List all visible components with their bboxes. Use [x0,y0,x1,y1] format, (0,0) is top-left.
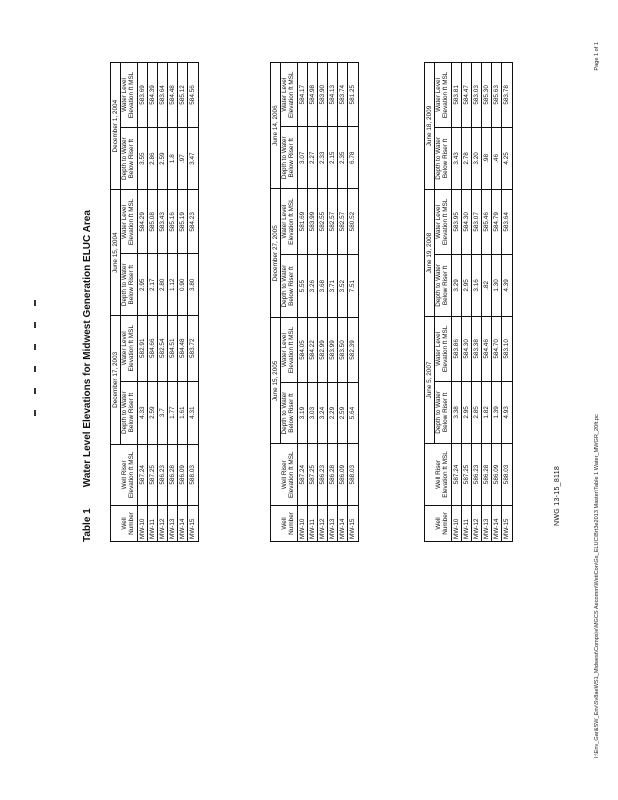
depth-to-water-cell: 7.51 [348,254,358,317]
table-row [178,63,188,542]
depth-to-water-cell: .82 [482,254,492,316]
water-level-cell: 582.55 [317,189,327,255]
table-header-row [111,63,121,542]
well-number-cell: MW-10 [451,505,461,541]
water-level-cell: 583.64 [502,190,512,255]
table-row [147,63,157,542]
well-number-cell: MW-13 [328,505,338,541]
depth-to-water-cell: 3.7 [157,381,167,444]
depth-to-water-cell: 3.19 [297,382,307,444]
water-level-cell: 584.98 [307,63,317,127]
depth-to-water-cell: 3.52 [338,254,348,317]
depth-header: Depth to Water Below Riser ft [281,254,297,317]
table-body [297,63,358,542]
depth-to-water-cell: 2.59 [338,382,348,444]
depth-to-water-cell: 5.55 [297,254,307,317]
water-level-cell: 582.54 [157,315,167,381]
depth-to-water-cell: 5.64 [348,382,358,444]
well-number-cell: MW-12 [471,505,481,541]
depth-to-water-cell: 6.78 [348,127,358,189]
period-header: December 27, 2005 [271,189,281,318]
water-level-cell: 583.69 [137,63,147,128]
period-header: June 15, 2005 [271,318,281,444]
well-number-cell: MW-14 [178,505,188,541]
scan-speck [34,344,36,350]
water-level-header: Water Level Elevation ft MSL [281,63,297,127]
period-header: June 19, 2008 [425,190,435,317]
riser-elevation-cell: 587.24 [297,444,307,505]
water-level-cell: 582.91 [137,315,147,381]
well-number-cell: MW-10 [297,505,307,541]
riser-elevation-cell: 587.24 [137,444,147,505]
table-row [461,63,471,542]
riser-elevation-cell: 588.03 [188,444,198,505]
riser-elevation-cell: 586.23 [471,443,481,505]
scan-speck [34,300,36,306]
period-header: December 1, 2004 [111,63,121,190]
well-number-cell: MW-15 [502,505,512,541]
well-number-cell: MW-12 [317,505,327,541]
table-row [317,63,327,542]
depth-to-water-cell: 0.90 [178,254,188,316]
water-level-cell: 582.99 [317,318,327,382]
depth-to-water-cell: 1.30 [492,254,502,316]
water-level-cell: 583.43 [157,190,167,254]
depth-to-water-cell: 1.61 [178,381,188,444]
water-level-cell: 584.29 [137,190,147,254]
water-level-cell: 584.46 [482,317,492,382]
water-level-cell: 584.17 [297,63,307,127]
water-level-cell: 585.16 [168,190,178,254]
water-level-cell: 584.30 [461,190,471,255]
water-level-header: Water Level Elevation ft MSL [281,189,297,255]
depth-to-water-cell: 4.31 [188,381,198,444]
water-level-header: Water Level Elevation ft MSL [121,315,137,381]
water-level-cell: 584.70 [492,317,502,382]
depth-to-water-cell: 3.24 [317,382,327,444]
depth-to-water-cell: 2.86 [147,127,157,189]
depth-to-water-cell: 2.95 [461,254,471,316]
table-row [338,63,348,542]
period-header: June 18, 2009 [425,63,435,190]
riser-elevation-cell: 586.23 [317,444,327,505]
water-level-cell: 583.81 [451,63,461,128]
depth-to-water-cell: 2.80 [157,254,167,316]
scan-specks [34,300,36,420]
water-level-cell: 583.03 [471,63,481,128]
water-level-cell: 581.69 [297,189,307,255]
period-header: June 15, 2004 [111,190,121,316]
water-level-table-1 [110,62,199,542]
depth-to-water-cell: 3.68 [317,254,327,317]
water-level-header: Water Level Elevation ft MSL [435,317,451,382]
table-row [137,63,147,542]
water-level-cell: 584.22 [307,318,317,382]
rotated-footer [586,38,616,758]
table-title-text: Water Level Elevations for Midwest Generation ELUC Area [82,210,93,488]
period-header: June 5, 2007 [425,317,435,444]
water-level-header: Water Level Elevation ft MSL [435,190,451,255]
depth-to-water-cell: 3.55 [137,127,147,189]
depth-header: Depth to Water Below Riser ft [281,127,297,189]
water-level-cell: 583.99 [307,189,317,255]
water-level-cell: 584.56 [188,63,198,128]
depth-to-water-cell: 1.77 [168,381,178,444]
table-body [137,63,198,542]
water-level-cell: 583.99 [328,318,338,382]
riser-elevation-cell: 586.09 [178,444,188,505]
well-number-cell: MW-11 [307,505,317,541]
depth-to-water-cell: 3.26 [307,254,317,317]
water-level-cell: 584.48 [168,63,178,128]
depth-to-water-cell: 3.03 [307,382,317,444]
water-level-cell: 585.19 [178,190,188,254]
riser-elevation-cell: 587.24 [451,443,461,505]
depth-to-water-cell: 3.29 [451,254,461,316]
depth-to-water-cell: 2.27 [307,127,317,189]
water-level-cell: 584.79 [492,190,502,255]
water-level-cell: 585.46 [482,190,492,255]
depth-to-water-cell: 3.16 [471,254,481,316]
depth-header: Depth to Water Below Riser ft [281,382,297,444]
depth-to-water-cell: .46 [492,127,502,189]
well-number-cell: MW-14 [338,505,348,541]
depth-to-water-cell: 2.59 [157,127,167,189]
table-row [492,63,502,542]
well-riser-header: Well Riser Elevation ft MSL [111,444,138,505]
depth-header: Depth to Water Below Riser ft [121,127,137,189]
water-level-cell: 580.52 [348,189,358,255]
riser-elevation-cell: 586.09 [338,444,348,505]
water-level-cell: 583.64 [157,63,167,128]
riser-elevation-cell: 587.25 [147,444,157,505]
depth-to-water-cell: 4.93 [502,381,512,443]
depth-to-water-cell: .97 [178,127,188,189]
table-row [168,63,178,542]
water-level-cell: 583.86 [451,317,461,382]
table-row [482,63,492,542]
scan-speck [34,322,36,328]
depth-to-water-cell: 4.25 [502,127,512,189]
water-level-header: Water Level Elevation ft MSL [121,63,137,128]
well-number-cell: MW-15 [348,505,358,541]
depth-header: Depth to Water Below Riser ft [435,254,451,316]
table-row [307,63,317,542]
water-level-cell: 582.57 [328,189,338,255]
riser-elevation-cell: 586.28 [482,443,492,505]
depth-to-water-cell: 2.59 [147,381,157,444]
water-level-cell: 584.66 [147,315,157,381]
water-level-table-2 [270,62,359,542]
water-level-cell: 583.74 [338,63,348,127]
water-level-cell: 584.05 [297,318,307,382]
depth-to-water-cell: 2.95 [137,254,147,316]
table-row [188,63,198,542]
well-number-cell: MW-11 [147,505,157,541]
table-row [502,63,512,542]
riser-elevation-cell: 587.25 [307,444,317,505]
water-level-cell: 583.72 [188,315,198,381]
depth-header: Depth to Water Below Riser ft [121,254,137,316]
depth-to-water-cell: 2.78 [461,127,471,189]
depth-to-water-cell: 1.82 [482,381,492,443]
depth-to-water-cell: 3.07 [297,127,307,189]
depth-to-water-cell: 2.85 [471,381,481,443]
table-row [451,63,461,542]
well-number-cell: MW-10 [137,505,147,541]
riser-elevation-cell: 586.23 [157,444,167,505]
depth-to-water-cell: 2.29 [328,382,338,444]
depth-to-water-cell: 2.17 [147,254,157,316]
riser-elevation-cell: 586.28 [328,444,338,505]
table-title [82,210,93,542]
water-level-cell: 581.25 [348,63,358,127]
depth-to-water-cell: 1.8 [168,127,178,189]
page-number: Page 1 of 1 [594,42,600,71]
water-level-cell: 584.51 [168,315,178,381]
water-level-cell: 583.78 [502,63,512,128]
depth-to-water-cell: 3.71 [328,254,338,317]
depth-to-water-cell: 3.80 [188,254,198,316]
depth-to-water-cell: 2.33 [317,127,327,189]
water-level-cell: 585.30 [482,63,492,128]
depth-to-water-cell: 1.12 [168,254,178,316]
table-header-row [271,63,281,542]
water-level-cell: 582.39 [348,318,358,382]
depth-header: Depth to Water Below Riser ft [435,381,451,443]
depth-to-water-cell: 2.35 [338,127,348,189]
water-level-cell: 583.50 [338,318,348,382]
water-level-cell: 584.39 [147,63,157,128]
scan-speck [34,410,36,416]
water-level-cell: 583.95 [451,190,461,255]
depth-to-water-cell: 1.39 [492,381,502,443]
water-level-cell: 585.12 [178,63,188,128]
well-number-cell: MW-11 [461,505,471,541]
table-header-row [425,63,435,542]
file-path: I:\Env_Gar&SW_Env\Sv8aeWS1_Midwest\Comps\e\MGCS Aecomm\WetiCon\Gs_ELUC\Brt3e2013 Master\Table 1 Water_MWGR_20ft.pc [594,414,600,758]
water-level-cell: 584.30 [461,317,471,382]
water-level-header: Water Level Elevation ft MSL [281,318,297,382]
table-label: Table 1 [82,508,93,542]
rotated-page-content [80,0,570,542]
water-level-cell: 582.57 [338,189,348,255]
depth-to-water-cell: 2.95 [461,381,471,443]
well-riser-header: Well Riser Elevation ft MSL [271,444,298,505]
riser-elevation-cell: 588.03 [502,443,512,505]
depth-to-water-cell: 4.39 [502,254,512,316]
depth-to-water-cell: 3.47 [188,127,198,189]
water-level-cell: 584.48 [178,315,188,381]
period-header: December 17, 2003 [111,315,121,444]
scan-speck [34,388,36,394]
depth-to-water-cell: 4.33 [137,381,147,444]
depth-to-water-cell: 3.38 [451,381,461,443]
water-level-cell: 584.13 [328,63,338,127]
table-row [348,63,358,542]
depth-to-water-cell: .98 [482,127,492,189]
table-row [157,63,167,542]
document-code: NWG 13-15_8118 [554,465,561,526]
depth-to-water-cell: 3.20 [471,127,481,189]
well-number-header: Well Number [425,505,452,541]
period-header: June 14, 2006 [271,63,281,189]
water-level-header: Water Level Elevation ft MSL [121,190,137,254]
well-number-cell: MW-12 [157,505,167,541]
table-body [451,63,512,542]
well-number-cell: MW-13 [168,505,178,541]
riser-elevation-cell: 586.28 [168,444,178,505]
well-riser-header: Well Riser Elevation ft MSL [425,443,452,505]
well-number-cell: MW-14 [492,505,502,541]
well-number-cell: MW-13 [482,505,492,541]
water-level-cell: 583.10 [502,317,512,382]
depth-to-water-cell: 3.43 [451,127,461,189]
well-number-cell: MW-15 [188,505,198,541]
water-level-cell: 583.38 [471,317,481,382]
water-level-cell: 583.90 [317,63,327,127]
water-level-table-3 [424,62,513,542]
water-level-cell: 583.07 [471,190,481,255]
depth-header: Depth to Water Below Riser ft [435,127,451,189]
depth-to-water-cell: 2.15 [328,127,338,189]
depth-header: Depth to Water Below Riser ft [121,381,137,444]
riser-elevation-cell: 588.03 [348,444,358,505]
well-number-header: Well Number [271,505,298,541]
water-level-cell: 585.08 [147,190,157,254]
water-level-cell: 584.47 [461,63,471,128]
table-row [471,63,481,542]
table-row [297,63,307,542]
water-level-cell: 585.63 [492,63,502,128]
well-number-header: Well Number [111,505,138,541]
water-level-header: Water Level Elevation ft MSL [435,63,451,128]
riser-elevation-cell: 587.25 [461,443,471,505]
table-row [328,63,338,542]
riser-elevation-cell: 586.09 [492,443,502,505]
water-level-cell: 584.23 [188,190,198,254]
scan-speck [34,366,36,372]
